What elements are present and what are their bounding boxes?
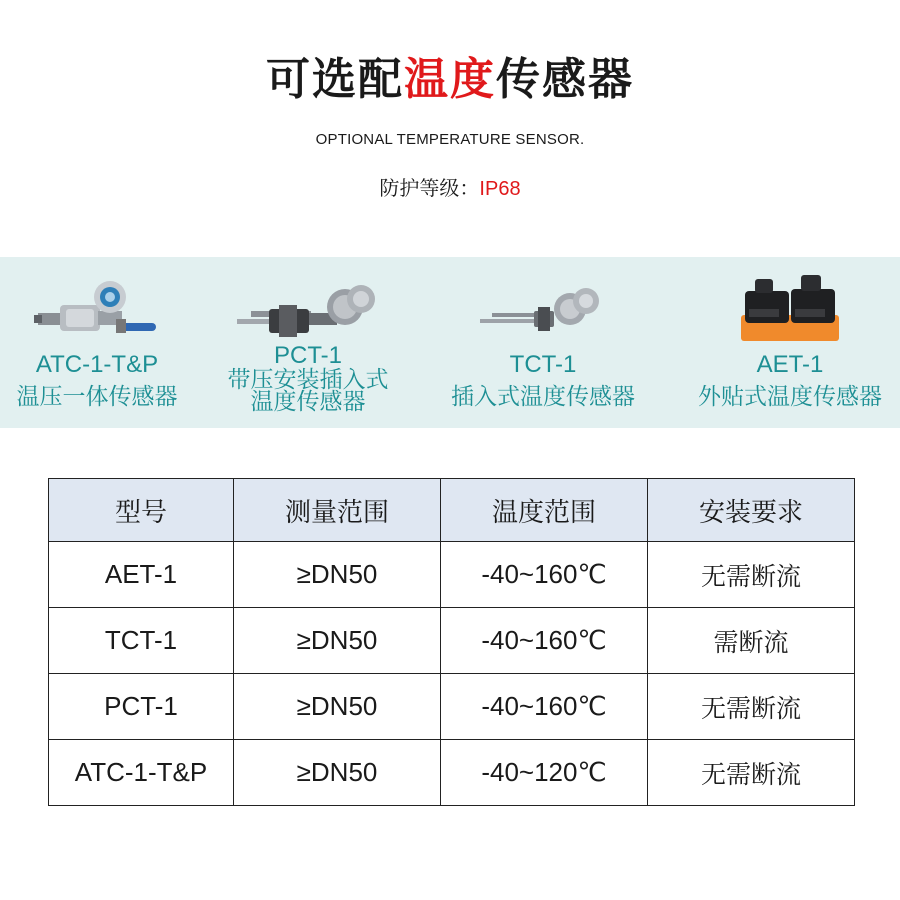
product-aet-label <box>668 353 900 409</box>
product-desc: 外贴式温度传感器 <box>698 384 882 410</box>
page-title <box>0 50 900 110</box>
product-aet <box>688 257 892 428</box>
product-pct-label <box>190 342 426 415</box>
pressure-insertion-sensor-image <box>210 275 406 345</box>
spec-table <box>48 478 855 806</box>
cell-measure-range: ≥DN50 <box>234 740 441 806</box>
product-model: TCT-1 <box>509 351 577 378</box>
cell-install-req: 无需断流 <box>648 674 855 740</box>
product-model: AET-1 <box>756 351 824 378</box>
cell-temp-range: -40~160℃ <box>441 608 648 674</box>
product-desc: 插入式温度传感器 <box>451 384 635 410</box>
table-row <box>49 608 855 674</box>
header-model: 型号 <box>49 479 234 542</box>
product-tct-label <box>410 353 676 409</box>
product-atc <box>4 257 190 428</box>
clamp-on-sensor-image <box>688 275 892 345</box>
cell-temp-range: -40~160℃ <box>441 674 648 740</box>
title-highlight: 温度 <box>404 54 496 105</box>
header-install-req: 安装要求 <box>648 479 855 542</box>
cell-model: AET-1 <box>49 542 234 608</box>
protection-label: 防护等级： <box>379 176 480 200</box>
cell-model: PCT-1 <box>49 674 234 740</box>
header-measure-range: 测量范围 <box>234 479 441 542</box>
table-row <box>49 740 855 806</box>
page-subtitle: OPTIONAL TEMPERATURE SENSOR. <box>315 131 585 148</box>
product-pct <box>210 257 406 428</box>
product-band <box>0 257 900 428</box>
cell-temp-range: -40~120℃ <box>441 740 648 806</box>
product-model: PCT-1 <box>273 342 342 369</box>
table-row <box>49 542 855 608</box>
cell-install-req: 无需断流 <box>648 542 855 608</box>
cell-install-req: 需断流 <box>648 608 855 674</box>
cell-install-req: 无需断流 <box>648 740 855 806</box>
table-row <box>49 674 855 740</box>
product-desc: 温压一体传感器 <box>16 384 178 410</box>
protection-rating <box>0 173 900 204</box>
insertion-sensor-image <box>430 275 656 345</box>
cell-model: ATC-1-T&P <box>49 740 234 806</box>
table-header-row <box>49 479 855 542</box>
product-desc-line2: 温度传感器 <box>250 389 366 415</box>
cell-measure-range: ≥DN50 <box>234 542 441 608</box>
title-suffix: 传感器 <box>496 54 634 105</box>
cell-model: TCT-1 <box>49 608 234 674</box>
title-prefix: 可选配 <box>266 54 404 105</box>
product-tct <box>430 257 656 428</box>
header-temp-range: 温度范围 <box>441 479 648 542</box>
cell-measure-range: ≥DN50 <box>234 608 441 674</box>
product-desc-line1: 带压安装插入式 <box>227 367 389 393</box>
cell-measure-range: ≥DN50 <box>234 674 441 740</box>
pressure-temperature-sensor-image <box>4 275 190 345</box>
product-model: ATC-1-T&P <box>35 351 159 378</box>
protection-value: IP68 <box>479 178 521 200</box>
product-atc-label <box>0 353 210 409</box>
cell-temp-range: -40~160℃ <box>441 542 648 608</box>
